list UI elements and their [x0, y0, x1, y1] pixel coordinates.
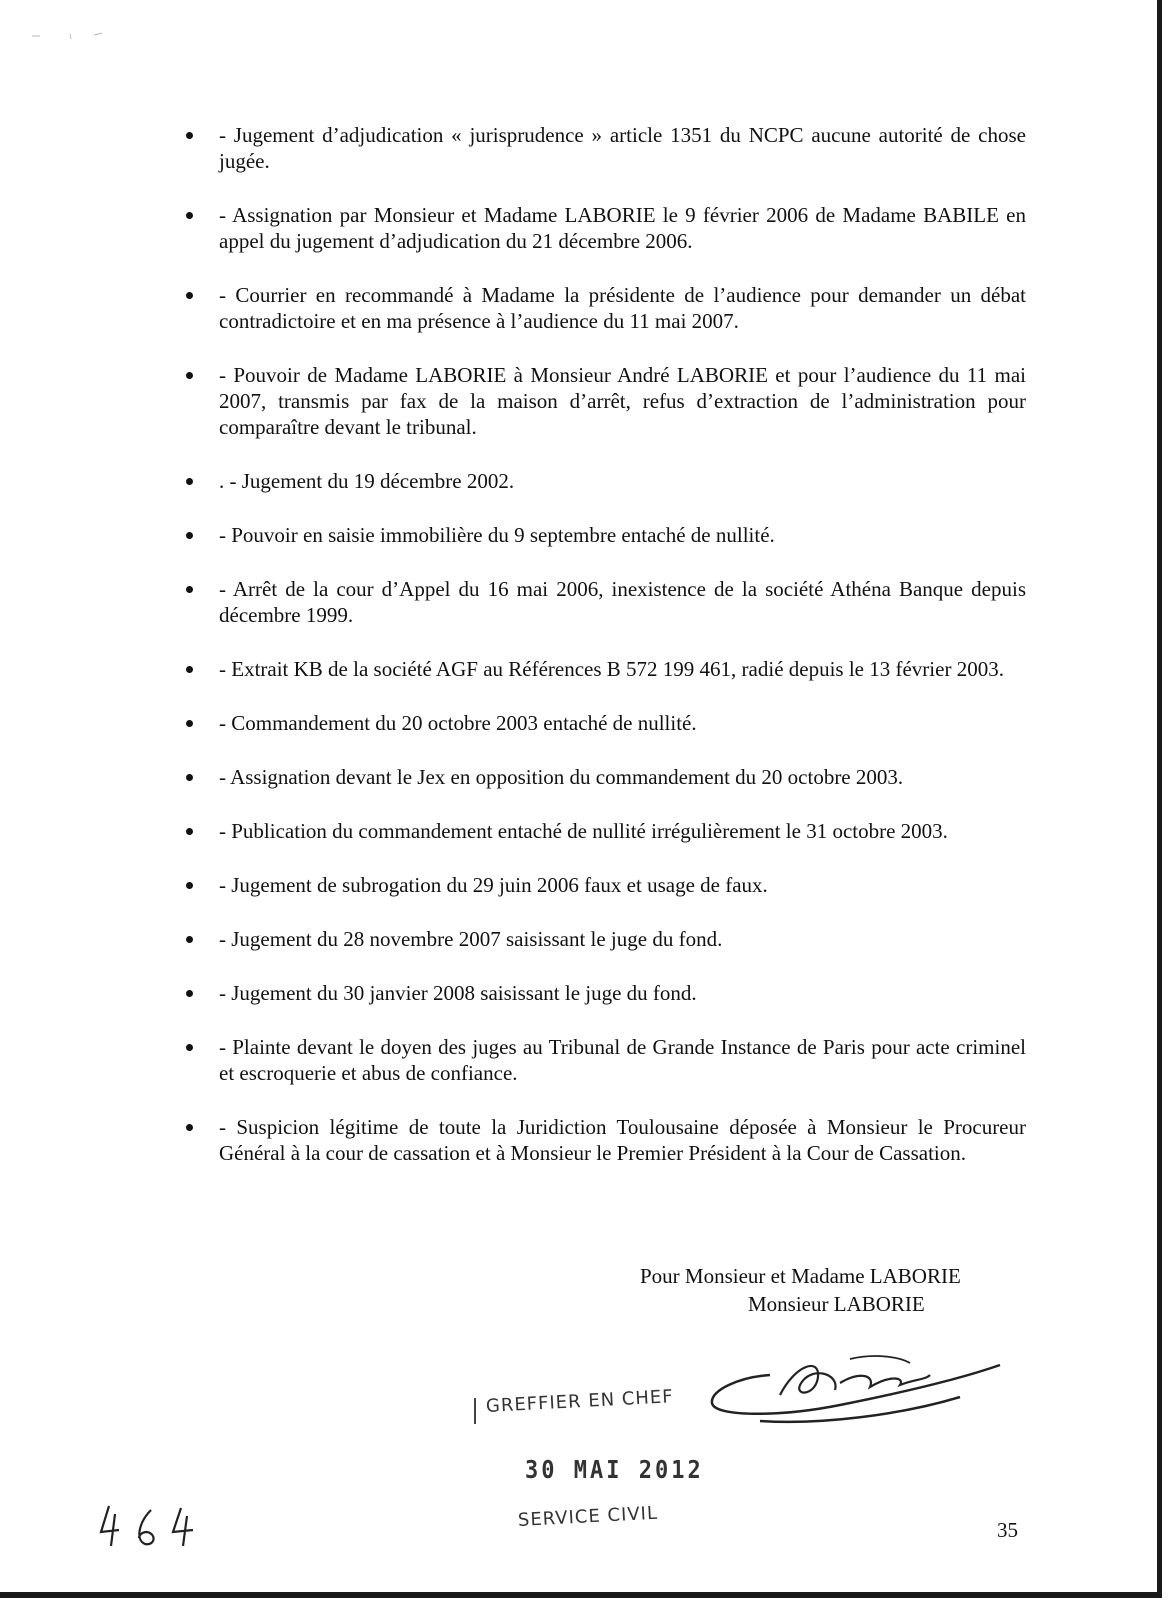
bullet-icon — [186, 828, 193, 835]
list-item — [186, 980, 1026, 1006]
list-item-text: . - Jugement du 19 décembre 2002. — [219, 469, 515, 493]
bullet-icon — [186, 586, 193, 593]
bullet-icon — [186, 990, 193, 997]
list-item — [186, 202, 1026, 254]
bullet-icon — [186, 882, 193, 889]
handwritten-signature — [700, 1335, 1020, 1435]
bullet-icon — [186, 936, 193, 943]
page-number: 35 — [997, 1518, 1018, 1542]
bullet-icon — [186, 292, 193, 299]
bullet-icon — [186, 1044, 193, 1051]
list-item-text: - Pouvoir de Madame LABORIE à Monsieur André LABORIE et pour l’audience du 11 mai 2007, transmis par fax de la maison d’arrêt, refus d’extraction de l’administration pour comparaître devant le tribunal. — [219, 363, 1026, 439]
bullet-icon — [186, 1124, 193, 1131]
list-item-text: - Assignation devant le Jex en opposition du commandement du 20 octobre 2003. — [219, 765, 904, 789]
list-item — [186, 576, 1026, 628]
list-item — [186, 1034, 1026, 1086]
list-item — [186, 468, 1026, 494]
stamp-title: GREFFIER EN CHEF — [485, 1386, 675, 1417]
signature-block — [640, 1262, 1000, 1318]
list-item-text: - Assignation par Monsieur et Madame LABORIE le 9 février 2006 de Madame BABILE en appel du jugement d’adjudication du 21 décembre 2006. — [219, 203, 1026, 253]
bullet-icon — [186, 478, 193, 485]
list-item-text: - Arrêt de la cour d’Appel du 16 mai 2006, inexistence de la société Athéna Banque depuis décembre 1999. — [219, 577, 1026, 627]
stamp-service: SERVICE CIVIL — [517, 1502, 659, 1531]
bullet-icon — [186, 212, 193, 219]
list-item-text: - Pouvoir en saisie immobilière du 9 septembre entaché de nullité. — [219, 523, 775, 547]
list-item-text: - Jugement du 30 janvier 2008 saisissant le juge du fond. — [219, 981, 697, 1005]
list-item — [186, 818, 1026, 844]
list-item-text: - Jugement d’adjudication « jurisprudence » article 1351 du NCPC aucune autorité de chose jugée. — [219, 123, 1026, 173]
list-item-text: - Suspicion légitime de toute la Juridiction Toulousaine déposée à Monsieur le Procureur Général à la cour de cassation et à Monsieur le Premier Président à la Cour de Cassation. — [219, 1115, 1026, 1165]
list-item — [186, 522, 1026, 548]
list-item — [186, 926, 1026, 952]
list-item-text: - Plainte devant le doyen des juges au Tribunal de Grande Instance de Paris pour acte criminel et escroquerie et abus de confiance. — [219, 1035, 1026, 1085]
bullet-icon — [186, 532, 193, 539]
list-item-text: - Courrier en recommandé à Madame la présidente de l’audience pour demander un débat contradictoire et en ma présence à l’audience du 11 mai 2007. — [219, 283, 1026, 333]
signature-line-1: Pour Monsieur et Madame LABORIE — [640, 1264, 961, 1288]
scan-marks — [30, 30, 120, 42]
bullet-icon — [186, 774, 193, 781]
list-item — [186, 764, 1026, 790]
list-item — [186, 656, 1026, 682]
list-item — [186, 282, 1026, 334]
list-item — [186, 872, 1026, 898]
list-item — [186, 362, 1026, 440]
bullet-icon — [186, 372, 193, 379]
bullet-icon — [186, 666, 193, 673]
stamp-date: 30 MAI 2012 — [525, 1456, 704, 1485]
stamp-mark — [474, 1398, 479, 1424]
list-item-text: - Extrait KB de la société AGF au Références B 572 199 461, radié depuis le 13 février 2003. — [219, 657, 1004, 681]
bullet-icon — [186, 720, 193, 727]
list-item-text: - Publication du commandement entaché de nullité irrégulièrement le 31 octobre 2003. — [219, 819, 948, 843]
bullet-icon — [186, 132, 193, 139]
list-item — [186, 1114, 1026, 1166]
court-stamp — [470, 1380, 730, 1540]
list-item-text: - Commandement du 20 octobre 2003 entaché de nullité. — [219, 711, 697, 735]
document-item-list — [186, 122, 1026, 1194]
list-item — [186, 122, 1026, 174]
list-item-text: - Jugement de subrogation du 29 juin 2006 faux et usage de faux. — [219, 873, 768, 897]
signature-line-2: Monsieur LABORIE — [748, 1292, 925, 1316]
handwritten-number — [95, 1500, 205, 1550]
list-item-text: - Jugement du 28 novembre 2007 saisissant le juge du fond. — [219, 927, 723, 951]
list-item — [186, 710, 1026, 736]
